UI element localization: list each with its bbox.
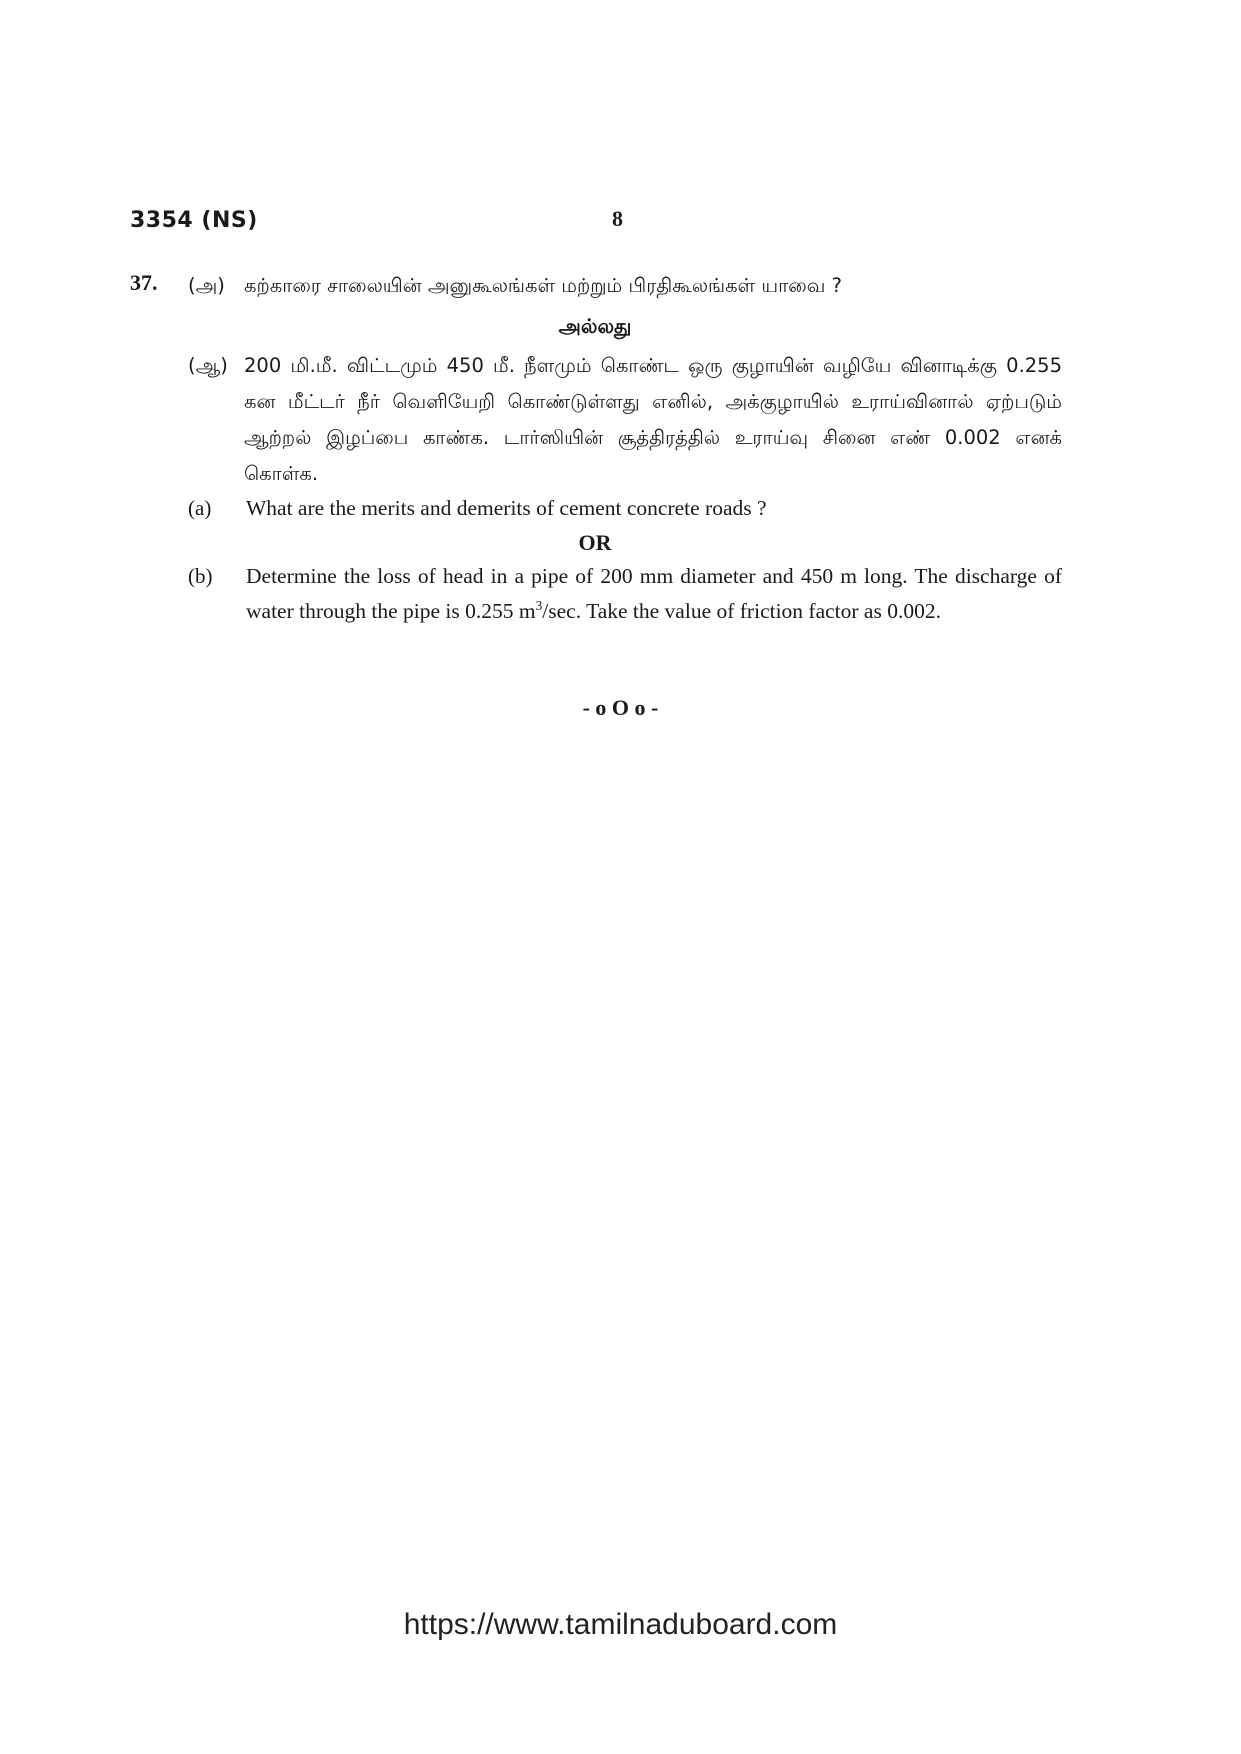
part-a-english <box>188 496 1060 526</box>
part-b-english-text-start: Determine the loss of head in a pipe of 200 mm diameter and 450 m long. The discharge of water through the pipe is 0.255 m <box>246 564 1062 624</box>
part-b-tamil-label: (ஆ) <box>188 354 228 377</box>
part-a-english-text: What are the merits and demerits of cement concrete roads ? <box>246 496 767 520</box>
or-tamil: அல்லது <box>558 314 632 338</box>
part-a-tamil-text: கற்காரை சாலையின் அனுகூலங்கள் மற்றும் பிரதிகூலங்கள் யாவை ? <box>244 274 842 297</box>
or-english: OR <box>578 530 612 555</box>
question-number: 37. <box>130 270 158 295</box>
part-b-tamil-text: 200 மி.மீ. விட்டமும் 450 மீ. நீளமும் கொண்ட ஒரு குழாயின் வழியே வினாடிக்கு 0.255 கன மீட்டர் நீர் வெளியேறி கொண்டுள்ளது எனில், அக்குழாயில் உராய்வினால் ஏற்படும் ஆற்றல் இழப்பை காண்க. டார்ஸியின் சூத்திரத்தில் உராய்வு சினை எண் 0.002 எனக் கொள்க. <box>244 354 1062 485</box>
end-of-paper-mark: - o O o - <box>582 695 659 720</box>
part-a-tamil <box>188 268 1060 304</box>
part-b-english-text <box>246 562 1062 626</box>
part-a-english-label: (a) <box>188 496 212 520</box>
footer-url: https://www.tamilnaduboard.com <box>403 1608 838 1641</box>
part-b-english-label: (b) <box>188 564 213 588</box>
part-b-english-text-end: /sec. Take the value of friction factor as 0.002. <box>542 599 941 624</box>
part-a-tamil-label: (அ) <box>188 274 225 297</box>
paper-code: 3354 (NS) <box>130 208 258 233</box>
cubic-superscript: 3 <box>535 598 543 613</box>
part-b-english <box>188 564 1060 656</box>
part-b-tamil <box>188 348 1060 498</box>
page-number: 8 <box>612 206 623 231</box>
